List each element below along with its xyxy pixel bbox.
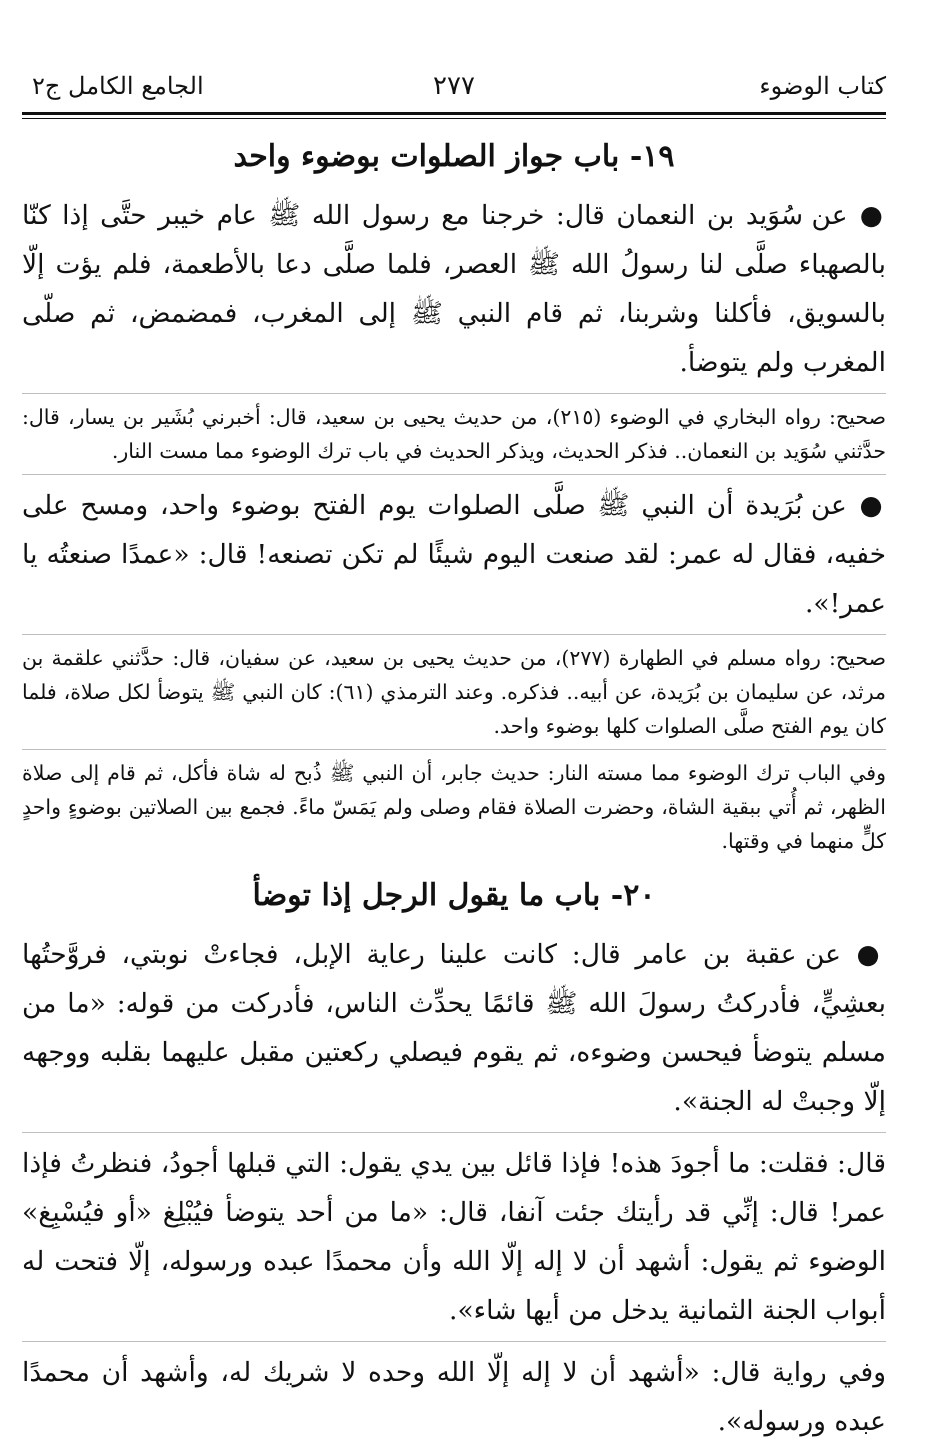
header-volume-title: الجامع الكامل ج٢ xyxy=(32,72,204,100)
divider xyxy=(22,393,886,394)
hadith-body: عن سُوَيد بن النعمان قال: خرجنا مع رسول الله ﷺ عام خيبر حتَّى إذا كنّا بالصهباء صلَّى لنا رسولُ الله ﷺ العصر، فلما صلَّى دعا بالأطعمة، فلم يؤت إلّا بالسويق، فأكلنا وشربنا، ثم قام النبي ﷺ إلى المغرب، فمضمض، ثم صلّى المغرب ولم يتوضأ. xyxy=(22,200,886,378)
takhrij-note: صحيح: رواه مسلم في الطهارة (٢٧٧)، من حديث يحيى بن سعيد، عن سفيان، قال: حدَّثني علقمة بن مرثد، عن سليمان بن بُرَيدة، عن أبيه.. فذكره. وعند الترمذي (٦١): كان النبي ﷺ يتوضأ لكل صلاة، فلما كان يوم الفتح صلَّى الصلوات كلها بوضوء واحد. xyxy=(22,646,887,738)
divider xyxy=(22,474,886,475)
header-rule-thick xyxy=(22,112,886,115)
page-number: ٢٧٧ xyxy=(433,71,475,101)
book-page xyxy=(22,64,887,1437)
divider xyxy=(22,1341,886,1342)
takhrij-note: صحيح: رواه البخاري في الوضوء (٢١٥)، من حديث يحيى بن سعيد، قال: أخبرني بُشَير بن يسار، قال: حدَّثني سُوَيد بن النعمان.. فذكر الحديث، ويذكر الحديث في باب ترك الوضوء مما مست النار. xyxy=(22,405,886,463)
hadith-text xyxy=(22,191,886,387)
running-header xyxy=(22,64,886,108)
hadith-variant: وفي رواية قال: «أشهد أن لا إله إلّا الله وحده لا شريك له، وأشهد أن محمدًا عبده ورسوله». xyxy=(22,1357,886,1437)
hadith-body: عن بُرَيدة أن النبي ﷺ صلَّى الصلوات يوم الفتح بوضوء واحد، ومسح على خفيه، فقال له عمر: لقد صنعت اليوم شيئًا لم تكن تصنعه! قال: «عمدًا صنعتُه يا عمر!». xyxy=(22,490,886,619)
bullet-dot: ● xyxy=(841,939,886,970)
divider xyxy=(22,634,886,635)
header-rule-thin xyxy=(22,118,886,119)
divider xyxy=(22,749,886,750)
bullet-dot: ● xyxy=(847,200,886,231)
bullet-dot: ● xyxy=(846,490,886,521)
hadith-text xyxy=(22,930,886,1126)
divider xyxy=(22,1132,886,1133)
hadith-text xyxy=(22,481,886,628)
chapter-title-20: ٢٠- باب ما يقول الرجل إذا توضأ xyxy=(252,878,656,913)
chapter-title-19: ١٩- باب جواز الصلوات بوضوء واحد xyxy=(233,139,675,174)
commentary-note: وفي الباب ترك الوضوء مما مسته النار: حديث جابر، أن النبي ﷺ ذُبح له شاة فأكل، ثم قام إلى صلاة الظهر، ثم أُتي ببقية الشاة، وحضرت الصلاة فقام وصلى ولم يَمَسّ ماءً. فجمع بين الصلاتين بوضوءٍ واحدٍ كلٍّ منهما في وقتها. xyxy=(22,761,886,853)
hadith-body: عن عقبة بن عامر قال: كانت علينا رعاية الإبل، فجاءتْ نوبتي، فروَّحتُها بعشِيٍّ، فأدركتُ رسولَ الله ﷺ قائمًا يحدِّث الناس، فأدركت من قوله: «ما من مسلم يتوضأ فيحسن وضوءه، ثم يقوم فيصلي ركعتين مقبل عليهما بقلبه ووجهه إلّا وجبتْ له الجنة». xyxy=(22,939,886,1117)
hadith-continuation: قال: فقلت: ما أجودَ هذه! فإذا قائل بين يدي يقول: التي قبلها أجودُ، فنظرتُ فإذا عمر! قال: إنِّي قد رأيتك جئت آنفا، قال: «ما من أحد يتوضأ فيُبْلِغ «أو فيُسْبِغ» الوضوء ثم يقول: أشهد أن لا إله إلّا الله وأن محمدًا عبده ورسوله، إلّا فتحت له أبواب الجنة الثمانية يدخل من أيها شاء». xyxy=(22,1148,886,1326)
header-book-title: كتاب الوضوء xyxy=(759,72,886,100)
